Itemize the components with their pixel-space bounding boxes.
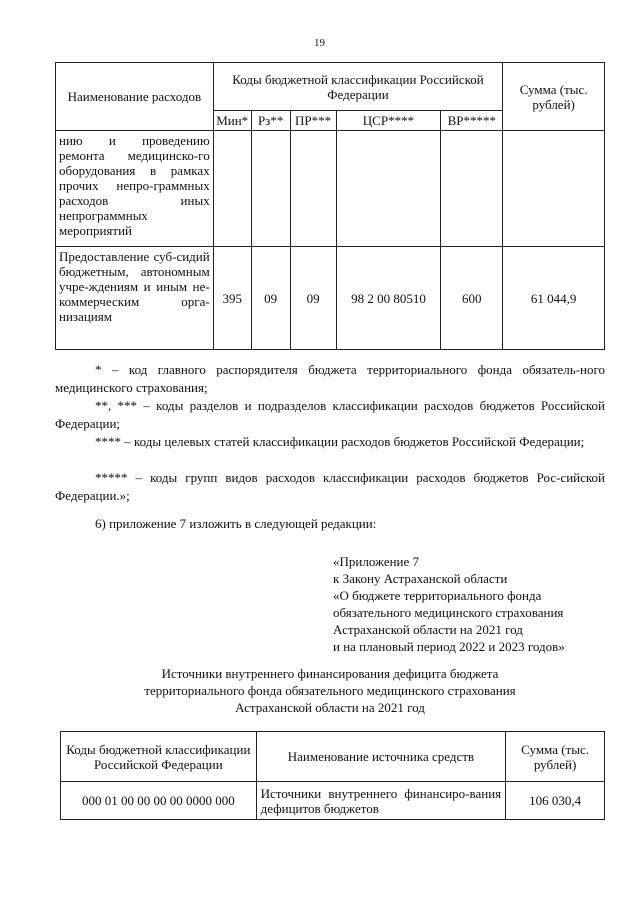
row-rz: 09 bbox=[251, 247, 290, 350]
table-row bbox=[61, 782, 605, 820]
header-codes: Коды бюджетной классификации Российской Федерации bbox=[61, 732, 257, 782]
row-pr: 09 bbox=[290, 247, 336, 350]
appendix-line: обязательного медицинского страхования bbox=[333, 605, 564, 620]
header-name-column: Наименование расходов bbox=[56, 63, 214, 131]
row-vr: 600 bbox=[441, 247, 503, 350]
footnote-min: * – код главного распорядителя бюджета территориального фонда обязатель-ного медицинского страхования; bbox=[55, 362, 605, 395]
section-title-line: Астраханской области на 2021 год bbox=[235, 700, 425, 715]
section-title-line: Источники внутреннего финансирования дефицита бюджета bbox=[161, 666, 499, 681]
row-pr bbox=[290, 131, 336, 247]
row-name: нию и проведению ремонта медицинско-го оборудования в рамках прочих непро-граммных расходов иных непрограммных мероприятий bbox=[56, 131, 214, 247]
appendix-line: «Приложение 7 bbox=[333, 554, 420, 569]
header-source-name: Наименование источника средств bbox=[256, 732, 505, 782]
row-sum bbox=[503, 131, 605, 247]
item-6-text: 6) приложение 7 изложить в следующей редакции: bbox=[95, 516, 377, 531]
row-sum: 61 044,9 bbox=[503, 247, 605, 350]
appendix-line: Астраханской области на 2021 год bbox=[333, 622, 523, 637]
header-rz: Рз** bbox=[251, 111, 290, 131]
row-min: 395 bbox=[213, 247, 251, 350]
footnote-csr: **** – коды целевых статей классификации расходов бюджетов Российской Федерации; bbox=[95, 434, 585, 449]
row-code: 000 01 00 00 00 00 0000 000 bbox=[61, 782, 257, 820]
header-sum-column: Сумма (тыс. рублей) bbox=[503, 63, 605, 131]
appendix-line: и на плановый период 2022 и 2023 годов» bbox=[333, 639, 565, 654]
appendix-header bbox=[333, 553, 623, 655]
row-source-name: Источники внутреннего финансиро-вания дефицитов бюджетов bbox=[256, 782, 505, 820]
row-name: Предоставление суб-сидий бюджетным, автономным учре-ждениям и иным не-коммерческим орга-низациям bbox=[56, 247, 214, 350]
header-sum: Сумма (тыс. рублей) bbox=[506, 732, 605, 782]
header-csr: ЦСР**** bbox=[336, 111, 441, 131]
header-pr: ПР*** bbox=[290, 111, 336, 131]
row-sum: 106 030,4 bbox=[506, 782, 605, 820]
appendix-line: «О бюджете территориального фонда bbox=[333, 588, 542, 603]
row-min bbox=[213, 131, 251, 247]
table-row bbox=[56, 247, 605, 350]
row-csr bbox=[336, 131, 441, 247]
section-title bbox=[55, 665, 605, 716]
row-rz bbox=[251, 131, 290, 247]
footnote-vr: ***** – коды групп видов расходов классификации расходов бюджетов Рос-сийской Федерации.»; bbox=[55, 470, 605, 503]
row-csr: 98 2 00 80510 bbox=[336, 247, 441, 350]
header-min: Мин* bbox=[213, 111, 251, 131]
page-number: 19 bbox=[314, 37, 325, 49]
sources-table bbox=[60, 731, 605, 820]
row-vr bbox=[441, 131, 503, 247]
header-codes-group: Коды бюджетной классификации Российской Федерации bbox=[213, 63, 503, 111]
appendix-line: к Закону Астраханской области bbox=[333, 571, 508, 586]
header-vr: ВР***** bbox=[441, 111, 503, 131]
footnote-rz-pr: **, *** – коды разделов и подразделов классификации расходов бюджетов Российской Федерации; bbox=[55, 398, 605, 431]
expenses-table bbox=[55, 62, 605, 350]
section-title-line: территориального фонда обязательного медицинского страхования bbox=[144, 683, 516, 698]
table-row bbox=[56, 131, 605, 247]
